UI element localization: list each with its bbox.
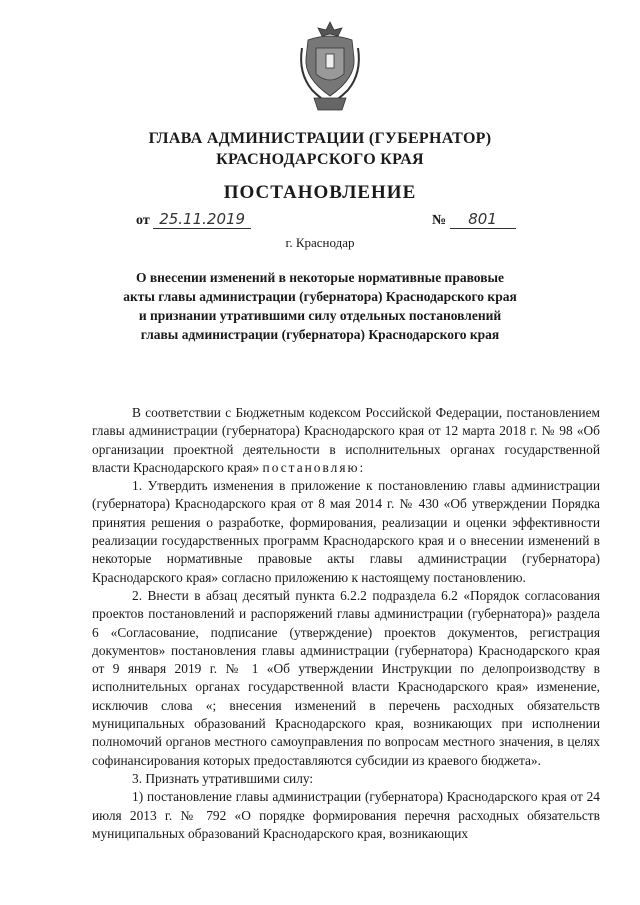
- paragraph-3-1: 1) постановление главы администрации (губернатора) Краснодарского края от 24 июля 2013 г. № 792 «О порядке формирования перечня расходных обязательств муниципальных образований Краснодарского края, возникающих: [92, 789, 600, 841]
- intro-text: В соответствии с Бюджетным кодексом Российской Федерации, постановлением главы администрации (губернатора) Краснодарского края от 12 марта 2018 г. № 98 «Об организации проектной деятельности в исполнительных органах государственной власти Краснодарского края»: [92, 405, 600, 475]
- document-type: ПОСТАНОВЛЕНИЕ: [223, 182, 417, 203]
- date-value: 25.11.2019: [153, 210, 251, 229]
- resolve-word: постановляю:: [262, 459, 366, 475]
- number-prefix: №: [432, 213, 447, 228]
- date-prefix: от: [136, 213, 150, 228]
- document-title: О внесении изменений в некоторые нормативные правовые акты главы администрации (губернатора) Краснодарского края и признании утратившими силу отдельных постановлений главы администрации (губернатора) Краснодарского края: [123, 270, 517, 342]
- coat-of-arms-icon: [296, 18, 364, 118]
- authority-title-line2: КРАСНОДАРСКОГО КРАЯ: [216, 151, 424, 168]
- authority-title-line1: ГЛАВА АДМИНИСТРАЦИИ (ГУБЕРНАТОР): [148, 130, 492, 147]
- paragraph-2: 2. Внести в абзац десятый пункта 6.2.2 подраздела 6.2 «Порядок согласования проектов постановлений и распоряжений главы администрации (губернатора)» раздела 6 «Согласование, подписание (утверждение) проектов документов, регистрация документов» постановления главы администрации (губернатора) Краснодарского края от 9 января 2019 г. № 1 «Об утверждении Инструкции по делопроизводству в исполнительных органах государственной власти Краснодарского края» изменение, исключив слова «; внесения изменений в перечень расходных обязательств муниципальных образований Краснодарского края, возникающих при исполнении полномочий органов местного самоуправления по вопросам местного значения, в целях софинансирования которых предоставляются субсидии из краевого бюджета».: [92, 587, 600, 768]
- number-value: 801: [450, 210, 516, 229]
- paragraph-1: 1. Утвердить изменения в приложение к постановлению главы администрации (губернатора) Краснодарского края от 8 мая 2014 г. № 430 «Об утверждении Порядка принятия решения о разработке, формирования, реализации и оценки эффективности реализации государственных программ Краснодарского края и о внесении изменений в некоторые нормативные правовые акты главы администрации (губернатора) Краснодарского края» согласно приложению к настоящему постановлению.: [92, 478, 600, 585]
- document-date: [136, 210, 251, 229]
- document-body: [92, 404, 600, 843]
- document-number: [432, 210, 516, 229]
- city: г. Краснодар: [285, 235, 355, 250]
- intro-paragraph: [92, 404, 600, 477]
- paragraph-3: 3. Признать утратившими силу:: [132, 770, 314, 786]
